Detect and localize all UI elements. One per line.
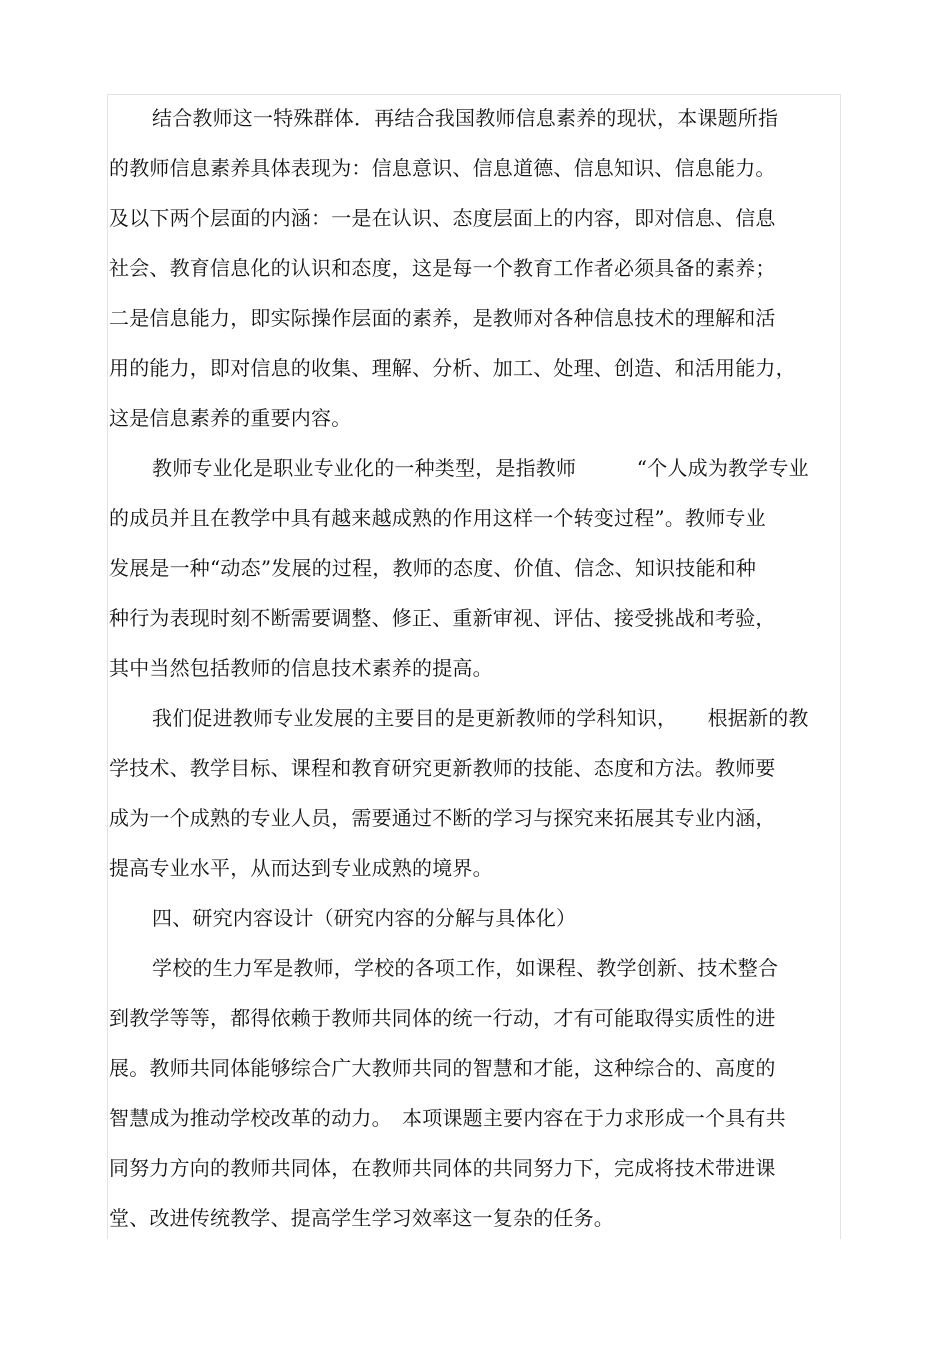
paragraph-2-line-3: 发展是一种“动态”发展的过程，教师的态度、价值、信念、知识技能和种: [109, 556, 757, 580]
paragraph-4-line-3: 展。教师共同体能够综合广大教师共同的智慧和才能，这种综合的、高度的: [109, 1056, 776, 1080]
paragraph-1-line-6: 用的能力，即对信息的收集、理解、分析、加工、处理、创造、和活用能力，: [109, 356, 796, 380]
paragraph-2-line-1: 教师专业化是职业专业化的一种类型，是指教师 “个人成为教学专业: [152, 456, 809, 480]
paragraph-1-line-2: 的教师信息素养具体表现为：信息意识、信息道德、信息知识、信息能力。: [109, 156, 776, 180]
paragraph-3-line-4: 提高专业水平，从而达到专业成熟的境界。: [109, 856, 493, 880]
section-heading: 四、研究内容设计（研究内容的分解与具体化）: [152, 906, 577, 930]
paragraph-2-line-5: 其中当然包括教师的信息技术素养的提高。: [109, 656, 493, 680]
paragraph-4-line-4: 智慧成为推动学校改革的动力。 本项课题主要内容在于力求形成一个具有共: [109, 1106, 786, 1130]
paragraph-1-line-1: 结合教师这一特殊群体．再结合我国教师信息素养的现状，本课题所指: [152, 106, 779, 130]
paragraph-3-line-2: 学技术、教学目标、课程和教育研究更新教师的技能、态度和方法。教师要: [109, 756, 776, 780]
paragraph-1-line-3: 及以下两个层面的内涵：一是在认识、态度层面上的内容，即对信息、信息: [109, 206, 776, 230]
paragraph-1-line-5: 二是信息能力，即实际操作层面的素养，是教师对各种信息技术的理解和活: [109, 306, 776, 330]
paragraph-1-line-7: 这是信息素养的重要内容。: [109, 406, 352, 430]
paragraph-3-line-3: 成为一个成熟的专业人员，需要通过不断的学习与探究来拓展其专业内涵，: [109, 806, 776, 830]
paragraph-2-line-2: 的成员并且在教学中具有越来越成熟的作用这样一个转变过程”。教师专业: [109, 506, 766, 530]
paragraph-4-line-6: 堂、改进传统教学、提高学生学习效率这一复杂的任务。: [109, 1206, 614, 1230]
paragraph-4-line-5: 同努力方向的教师共同体，在教师共同体的共同努力下，完成将技术带进课: [109, 1156, 776, 1180]
paragraph-1-line-4: 社会、教育信息化的认识和态度，这是每一个教育工作者必须具备的素养；: [109, 256, 776, 280]
paragraph-4-line-1: 学校的生力军是教师，学校的各项工作，如课程、教学创新、技术整合: [152, 956, 779, 980]
paragraph-2-line-4: 种行为表现时刻不断需要调整、修正、重新审视、评估、接受挑战和考验，: [109, 606, 776, 630]
paragraph-4-line-2: 到教学等等，都得依赖于教师共同体的统一行动，才有可能取得实质性的进: [109, 1006, 776, 1030]
paragraph-3-line-1: 我们促进教师专业发展的主要目的是更新教师的学科知识， 根据新的教: [152, 706, 809, 730]
